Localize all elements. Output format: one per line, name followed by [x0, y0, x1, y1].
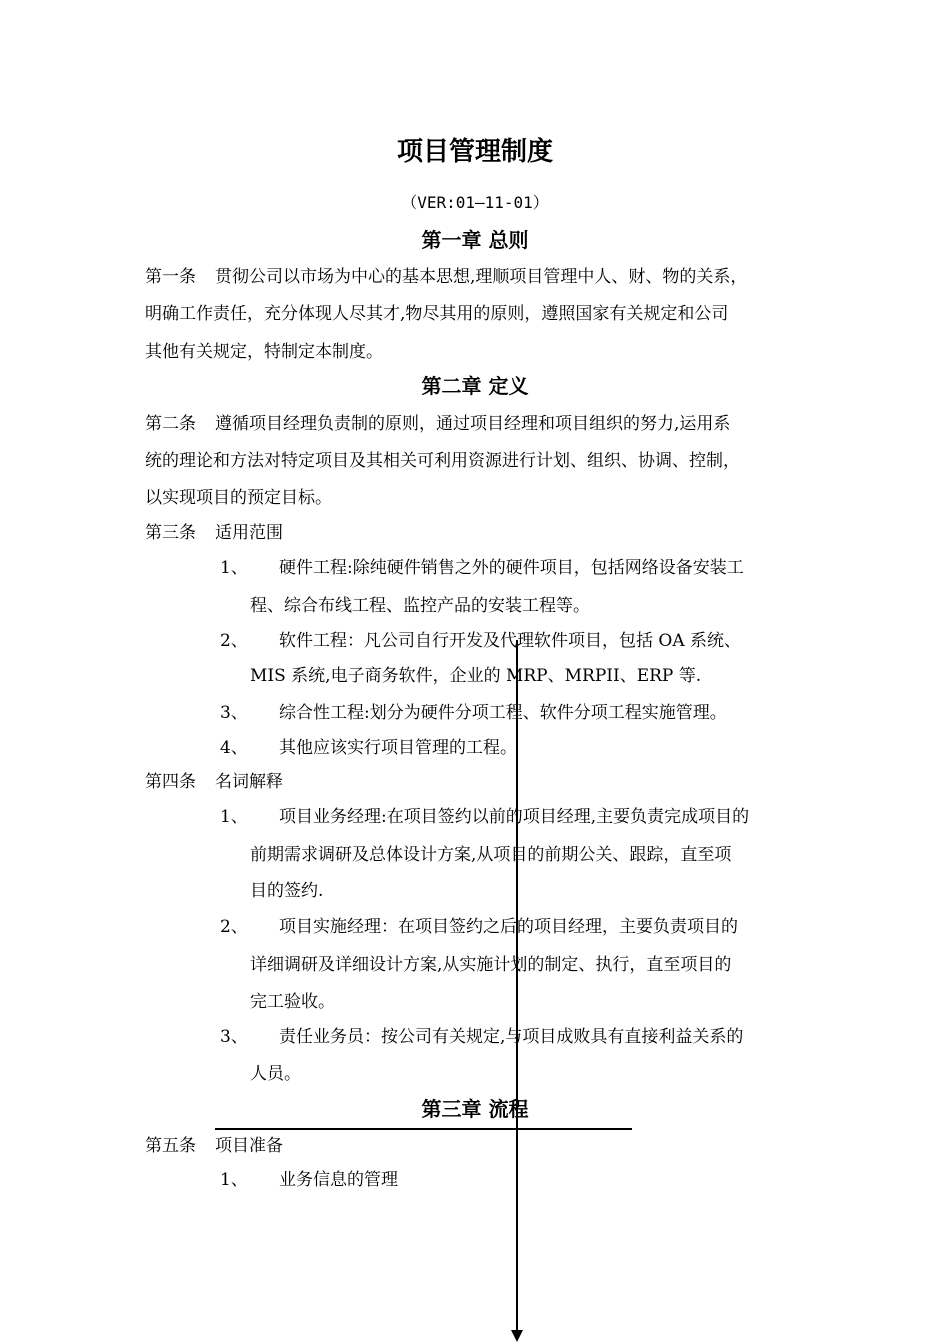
chapter-2-heading: 第二章 定义: [421, 374, 529, 398]
art3-item-3-line-1: 综合性工程:划分为硬件分项工程、软件分项工程实施管理。: [279, 703, 727, 723]
art4-item-1-line-3: 目的签约.: [250, 881, 324, 901]
article-3-label: 第三条: [145, 523, 196, 543]
article-4-title: 名词解释: [215, 772, 283, 792]
article-2-line-1: [145, 409, 730, 434]
art4-item-2-line-3: 完工验收。: [250, 992, 335, 1012]
art4-item-1-line-2: 前期需求调研及总体设计方案,从项目的前期公关、跟踪，直至项: [250, 845, 732, 865]
art4-item-3-num: 3、: [220, 1027, 248, 1047]
article-4-label: 第四条: [145, 772, 196, 792]
article-1-line-1: [145, 262, 747, 287]
article-5-heading: [145, 1131, 283, 1156]
art4-item-3-line-1: 责任业务员：按公司有关规定,与项目成败具有直接利益关系的: [279, 1027, 744, 1047]
flowchart-vertical-arrow-line: [516, 640, 518, 1334]
article-3-title: 适用范围: [215, 523, 283, 543]
art3-item-1-num: 1、: [220, 558, 248, 578]
article-3-heading: [145, 518, 283, 543]
article-4-heading: [145, 767, 283, 792]
article-1-line-3: 其他有关规定，特制定本制度。: [145, 342, 383, 362]
chapter-3-heading: 第三章 流程: [421, 1097, 529, 1121]
art3-item-1-line-2: 程、综合布线工程、监控产品的安装工程等。: [250, 596, 590, 616]
art3-item-4-line-1: 其他应该实行项目管理的工程。: [279, 738, 517, 758]
art3-item-2-num: 2、: [220, 631, 248, 651]
article-1-text: 贯彻公司以市场为中心的基本思想,理顺项目管理中人、财、物的关系，: [215, 267, 748, 287]
doc-title: 项目管理制度: [396, 137, 553, 167]
art3-item-2-line-2: MIS 系统,电子商务软件，企业的 MRP、MRPII、ERP 等.: [250, 666, 702, 686]
art4-item-2-num: 2、: [220, 917, 248, 937]
art4-item-2-line-2: 详细调研及详细设计方案,从实施计划的制定、执行，直至项目的: [250, 955, 732, 975]
art5-item-1-num: 1、: [220, 1170, 248, 1190]
article-1-label: 第一条: [145, 267, 196, 287]
art5-item-1-line-1: 业务信息的管理: [279, 1170, 398, 1190]
doc-version: （VER:01—11-01）: [401, 193, 549, 212]
art4-item-1-num: 1、: [220, 807, 248, 827]
art3-item-1-line-1: 硬件工程:除纯硬件销售之外的硬件项目，包括网络设备安装工: [279, 558, 744, 578]
art4-item-3-line-2: 人员。: [250, 1064, 301, 1084]
chapter-1-heading: 第一章 总则: [421, 228, 529, 252]
article-1-line-2: 明确工作责任，充分体现人尽其才,物尽其用的原则，遵照国家有关规定和公司: [145, 304, 729, 324]
article-5-title: 项目准备: [215, 1136, 283, 1156]
article-5-label: 第五条: [145, 1136, 196, 1156]
art3-item-3-num: 3、: [220, 703, 248, 723]
art4-item-1-line-1: 项目业务经理:在项目签约以前的项目经理,主要负责完成项目的: [279, 807, 750, 827]
article-2-line-2: 统的理论和方法对特定项目及其相关可利用资源进行计划、组织、协调、控制，: [145, 451, 740, 471]
flowchart-arrowhead-down: [511, 1330, 523, 1342]
article-2-label: 第二条: [145, 414, 196, 434]
art3-item-2-line-1: 软件工程：凡公司自行开发及代理软件项目，包括 OA 系统、: [279, 631, 742, 651]
art3-item-4-num: 4、: [220, 738, 248, 758]
art4-item-2-line-1: 项目实施经理：在项目签约之后的项目经理，主要负责项目的: [279, 917, 738, 937]
article-2-line-3: 以实现项目的预定目标。: [145, 488, 332, 508]
flowchart-horizontal-line: [215, 1128, 632, 1130]
article-2-text: 遵循项目经理负责制的原则，通过项目经理和项目组织的努力,运用系: [215, 414, 731, 434]
